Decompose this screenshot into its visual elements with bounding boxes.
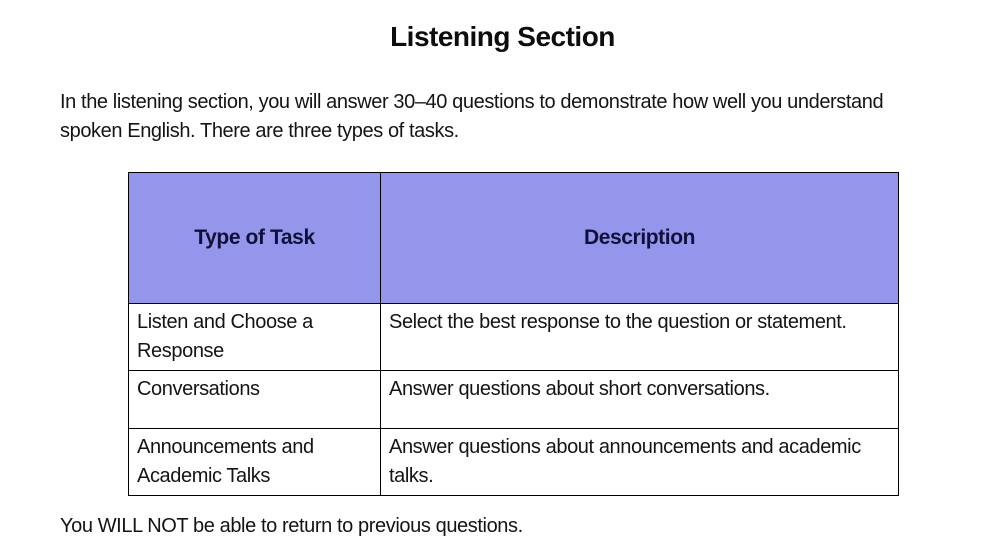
page-title: Listening Section [390, 21, 615, 52]
table-row [129, 429, 899, 496]
task-table [128, 172, 899, 496]
description-cell: Answer questions about short conversations. [381, 371, 899, 429]
column-header-description: Description [381, 173, 899, 304]
table-row [129, 304, 899, 371]
description-cell: Select the best response to the question or statement. [381, 304, 899, 371]
column-header-type-of-task: Type of Task [129, 173, 381, 304]
table-header-row [129, 173, 899, 304]
intro-paragraph: In the listening section, you will answer 30–40 questions to demonstrate how well you understand spoken English. There are three types of tasks. [60, 91, 884, 142]
footer-note: You WILL NOT be able to return to previous questions. [60, 515, 523, 537]
task-cell: Listen and Choose a Response [129, 304, 381, 371]
table-row [129, 371, 899, 429]
task-cell: Conversations [129, 371, 381, 429]
task-cell: Announcements and Academic Talks [129, 429, 381, 496]
description-cell: Answer questions about announcements and academic talks. [381, 429, 899, 496]
